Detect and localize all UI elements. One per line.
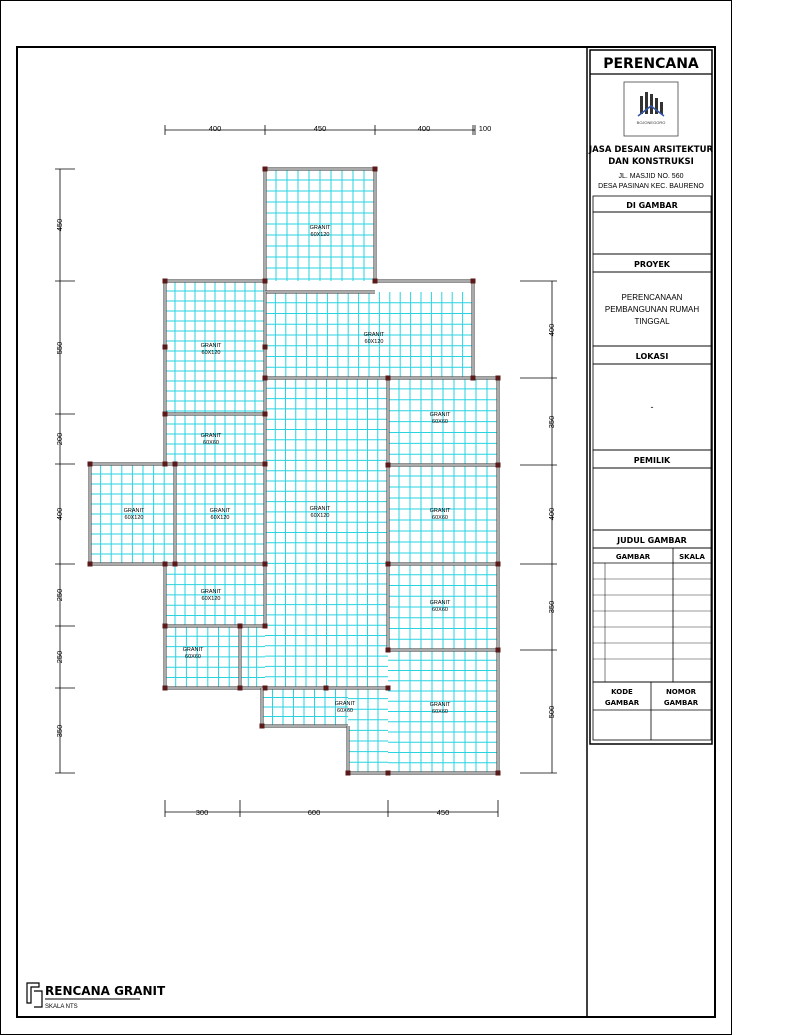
room-label-size: 60X60	[432, 709, 448, 715]
room-label-size: 60X60	[432, 607, 448, 613]
room-label-material: GRANIT	[200, 589, 222, 595]
structural-column	[324, 686, 329, 691]
tile-room	[165, 564, 265, 626]
room-label-center	[310, 506, 331, 519]
dimension-left	[55, 169, 75, 773]
structural-column	[386, 686, 391, 691]
title-block	[588, 50, 713, 744]
dim-label: 600	[307, 808, 321, 817]
room-label-material: GRANIT	[429, 412, 451, 418]
dimension-right-labels	[547, 324, 556, 719]
room-label-material: GRANIT	[429, 508, 451, 514]
dimension-left-labels	[55, 219, 64, 738]
room-label-size: 60X120	[310, 232, 330, 238]
room-label-bottom-right	[430, 702, 451, 715]
dim-label: 250	[55, 650, 64, 664]
structural-column	[263, 624, 268, 629]
firm-address-line2: DESA PASINAN KEC. BAURENO	[598, 183, 704, 190]
structural-column	[163, 345, 168, 350]
room-label-upper-middle	[364, 332, 385, 345]
structural-column	[263, 279, 268, 284]
room-label-size: 60X60	[432, 419, 448, 425]
dim-label: 450	[313, 124, 327, 133]
firm-name-line2: DAN KONSTRUKSI	[608, 157, 694, 167]
drawn-by-label: DI GAMBAR	[626, 201, 678, 210]
dim-label: 100	[478, 124, 492, 133]
title-block-header: PERENCANA	[603, 56, 699, 72]
structural-column	[163, 562, 168, 567]
structural-column	[386, 648, 391, 653]
project-line2: PEMBANGUNAN RUMAH	[604, 305, 700, 314]
firm-logo	[624, 82, 678, 136]
tile-room	[90, 464, 175, 564]
room-label-top	[310, 225, 331, 238]
code-label-line1: KODE	[611, 688, 633, 696]
room-label-material: GRANIT	[363, 332, 385, 338]
room-label-right-center	[430, 508, 451, 521]
drawing-title: RENCANA GRANIT	[45, 984, 166, 998]
structural-column	[238, 686, 243, 691]
tile-room	[265, 378, 388, 688]
room-label-material: GRANIT	[200, 433, 222, 439]
project-label: PROYEK	[634, 260, 670, 269]
structural-column	[88, 462, 93, 467]
room-label-left-center	[210, 508, 231, 521]
dim-label: 350	[55, 724, 64, 738]
room-label-material: GRANIT	[429, 702, 451, 708]
room-label-material: GRANIT	[200, 343, 222, 349]
dim-label: 400	[208, 124, 222, 133]
dimension-top-labels	[209, 124, 492, 133]
structural-column	[263, 376, 268, 381]
structural-column	[496, 562, 501, 567]
dim-label: 250	[55, 588, 64, 602]
number-label-line2: GAMBAR	[663, 699, 699, 707]
room-label-size: 60X60	[432, 515, 448, 521]
room-label-material: GRANIT	[429, 600, 451, 606]
owner-label: PEMILIK	[633, 456, 671, 465]
room-label-size: 60X120	[364, 339, 384, 345]
column-scale: SKALA	[679, 553, 705, 561]
room-label-size: 60X120	[201, 350, 221, 356]
room-label-material: GRANIT	[123, 508, 145, 514]
structural-column	[238, 624, 243, 629]
room-label-material: GRANIT	[334, 701, 356, 707]
room-label-material: GRANIT	[309, 225, 331, 231]
room-label-bottom-left	[183, 647, 204, 660]
room-label-size: 60X60	[337, 708, 353, 714]
structural-column	[263, 686, 268, 691]
number-label-line1: NOMOR	[665, 688, 697, 696]
location-label: LOKASI	[635, 352, 669, 361]
structural-column	[163, 624, 168, 629]
structural-column	[263, 462, 268, 467]
structural-column	[471, 376, 476, 381]
room-label-size: 60X120	[210, 515, 230, 521]
structural-column	[386, 463, 391, 468]
room-label-size: 60X120	[201, 596, 221, 602]
structural-column	[173, 462, 178, 467]
project-line3: TINGGAL	[634, 317, 670, 326]
dim-label: 350	[547, 415, 556, 429]
structural-column	[263, 167, 268, 172]
code-label-line2: GAMBAR	[604, 699, 640, 707]
room-label-lower-right	[430, 600, 451, 613]
dim-label: 200	[55, 432, 64, 446]
dimension-right	[520, 281, 557, 773]
dim-label: 400	[55, 507, 64, 521]
dim-label: 300	[195, 808, 209, 817]
room-label-size: 60X60	[203, 440, 219, 446]
dim-label: 400	[417, 124, 431, 133]
tile-room	[240, 626, 265, 688]
logo-caption: BOJONEGORO	[636, 120, 666, 125]
firm-name-line1: JASA DESAIN ARSITEKTUR	[588, 145, 714, 155]
dim-label: 500	[547, 705, 556, 719]
dim-label: 400	[547, 323, 556, 337]
firm-address-line1: JL. MASJID NO. 560	[618, 173, 684, 180]
structural-column	[163, 412, 168, 417]
drawing-list-rows	[593, 579, 711, 659]
tile-grid-layer	[90, 169, 498, 773]
dim-label: 400	[547, 507, 556, 521]
room-label-far-left	[124, 508, 145, 521]
room-label-size: 60X120	[310, 513, 330, 519]
dimension-bottom-labels	[196, 808, 450, 817]
room-label-size: 60X60	[185, 654, 201, 660]
structural-column	[163, 462, 168, 467]
structural-column	[263, 412, 268, 417]
structural-column	[386, 562, 391, 567]
structural-column	[496, 463, 501, 468]
location-value: -	[650, 402, 654, 412]
structural-column	[373, 279, 378, 284]
structural-column	[496, 376, 501, 381]
structural-column	[163, 279, 168, 284]
room-label-material: GRANIT	[209, 508, 231, 514]
tile-room	[165, 626, 240, 688]
room-label-size: 60X120	[124, 515, 144, 521]
tile-room	[165, 414, 265, 464]
drawing-title-label: JUDUL GAMBAR	[617, 536, 687, 545]
room-label-material: GRANIT	[182, 647, 204, 653]
room-label-left-small	[201, 433, 222, 446]
room-label-upper-left	[201, 343, 222, 356]
structural-column	[263, 345, 268, 350]
title-mark-icon	[27, 983, 42, 1007]
drawing-title-block	[27, 983, 166, 1010]
floor-plan	[88, 167, 501, 776]
tile-room	[175, 464, 265, 564]
room-label-upper-right	[430, 412, 451, 425]
room-label-lower-left	[201, 589, 222, 602]
dim-label: 450	[55, 218, 64, 232]
structural-column	[263, 562, 268, 567]
structural-column	[88, 562, 93, 567]
structural-column	[386, 771, 391, 776]
drawing-scale: SKALA NTS	[45, 1004, 78, 1010]
dim-label: 350	[547, 600, 556, 614]
dim-label: 450	[436, 808, 450, 817]
structural-column	[471, 279, 476, 284]
structural-column	[386, 376, 391, 381]
structural-column	[173, 562, 178, 567]
room-label-bottom-middle	[335, 701, 356, 714]
dim-label: 550	[55, 341, 64, 355]
structural-column	[496, 771, 501, 776]
structural-column	[373, 167, 378, 172]
room-label-material: GRANIT	[309, 506, 331, 512]
structural-column	[163, 686, 168, 691]
structural-column	[260, 724, 265, 729]
structural-column	[346, 771, 351, 776]
project-line1: PERENCANAAN	[621, 293, 683, 302]
structural-column	[496, 648, 501, 653]
column-drawing: GAMBAR	[615, 553, 651, 561]
